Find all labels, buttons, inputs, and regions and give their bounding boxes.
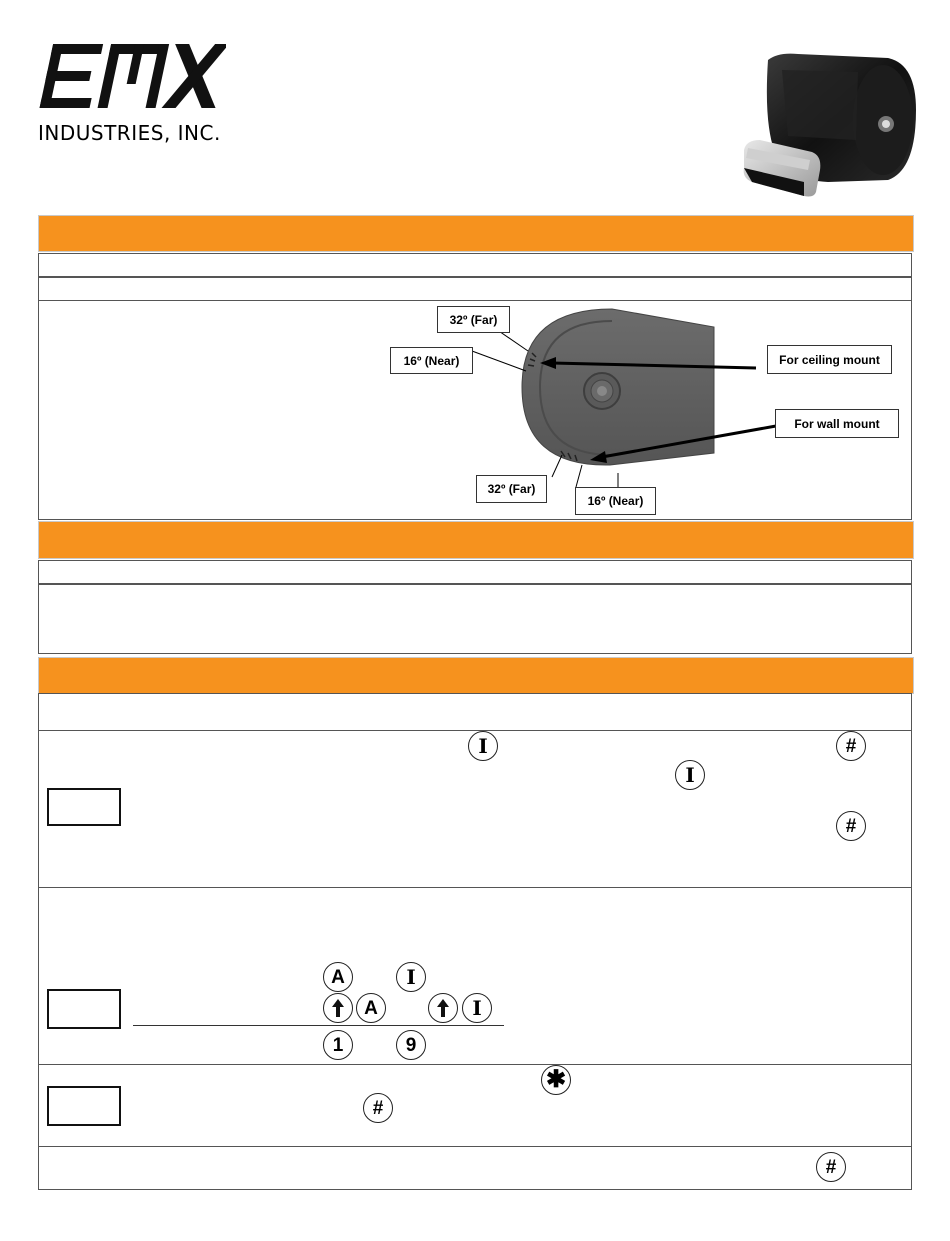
section-3-step-2: [38, 887, 912, 1065]
key-1: 1: [323, 1030, 353, 1060]
company-name: INDUSTRIES, INC.: [38, 121, 221, 145]
section-2-row-1: [38, 560, 912, 584]
section-3-intro-row: [38, 693, 912, 731]
key-info: I: [462, 993, 492, 1023]
key-info: I: [468, 731, 498, 761]
key-info: I: [396, 962, 426, 992]
callout-ceiling-mount: For ceiling mount: [767, 345, 892, 374]
key-hash: #: [836, 731, 866, 761]
callout-bottom-far: 32º (Far): [476, 475, 547, 503]
section-3-step-3: [38, 1064, 912, 1147]
key-star: ✱: [541, 1065, 571, 1095]
callout-top-near: 16º (Near): [390, 347, 473, 374]
callout-wall-mount: For wall mount: [775, 409, 899, 438]
section-2-row-2: [38, 584, 912, 654]
up-arrow-icon: [323, 993, 353, 1023]
key-info: I: [675, 760, 705, 790]
key-9: 9: [396, 1030, 426, 1060]
key-a: A: [323, 962, 353, 992]
callout-top-far: 32º (Far): [437, 306, 510, 333]
callout-bottom-near: 16º (Near): [575, 487, 656, 515]
step-marker-box: [47, 1086, 121, 1126]
section-3-step-4: [38, 1146, 912, 1190]
section-2-header: [38, 521, 914, 559]
emx-logo-mark: [36, 40, 226, 115]
up-arrow-icon: [428, 993, 458, 1023]
product-photo: [738, 50, 920, 200]
key-hash: #: [816, 1152, 846, 1182]
section-1-header: [38, 215, 914, 252]
section-1-row-2: [38, 277, 912, 301]
step-marker-box: [47, 989, 121, 1029]
key-hash: #: [363, 1093, 393, 1123]
emx-logo: [36, 40, 226, 115]
step-marker-box: [47, 788, 121, 826]
section-1-row-1: [38, 253, 912, 277]
divider-line: [133, 1025, 504, 1026]
key-hash: #: [836, 811, 866, 841]
key-a: A: [356, 993, 386, 1023]
section-3-header: [38, 657, 914, 694]
